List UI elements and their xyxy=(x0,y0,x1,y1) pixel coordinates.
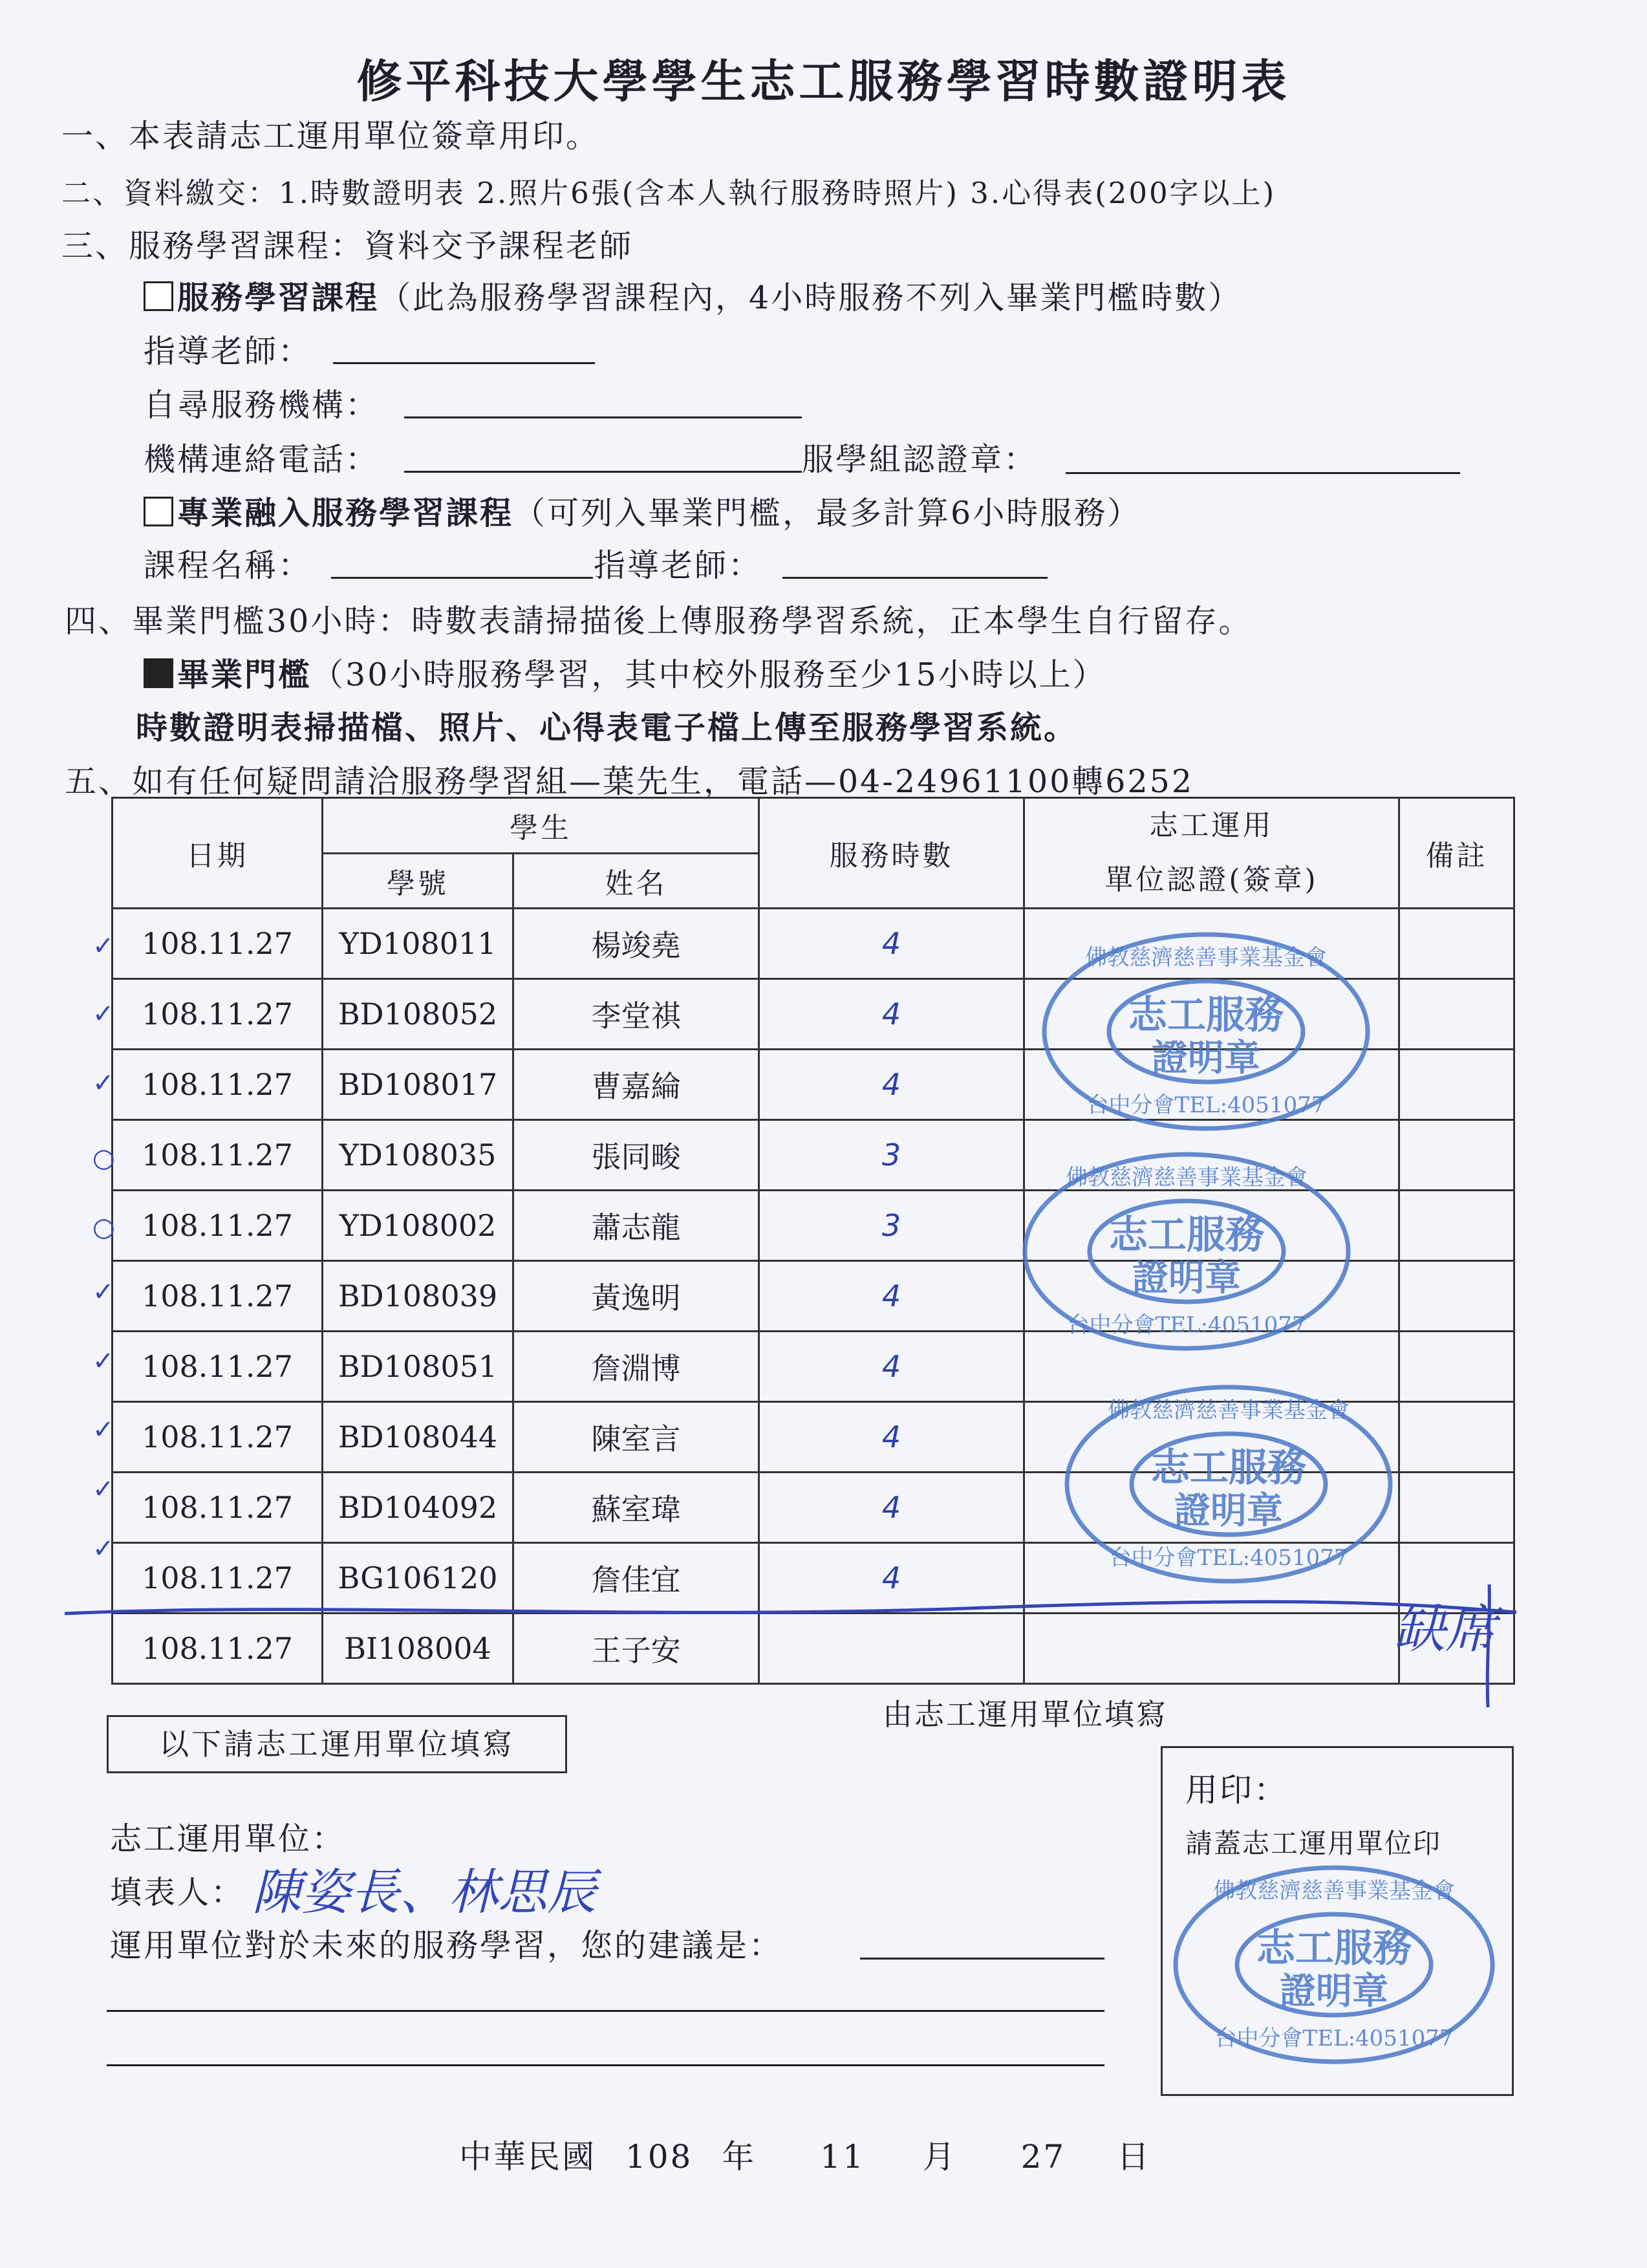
seal-label: 用印： xyxy=(1185,1771,1288,1809)
stamp-bottom-text: 台中分會TEL:4051077 xyxy=(1086,1092,1326,1118)
row-mark: ✓ xyxy=(92,931,114,961)
self-org-field[interactable] xyxy=(404,416,802,418)
row-mark: ✓ xyxy=(92,1346,114,1376)
row-mark: ✓ xyxy=(92,1474,114,1504)
row-student-id: BG106120 xyxy=(323,1543,513,1614)
row-hours: 4 xyxy=(759,1402,1024,1473)
row-name: 李堂祺 xyxy=(513,979,759,1050)
row-date: 108.11.27 xyxy=(113,1543,323,1614)
course-integrated-label: 專業融入服務學習課程 xyxy=(177,494,514,532)
suggestion-line-2[interactable] xyxy=(107,2010,1104,2012)
stamp-center-line2: 證明章 xyxy=(1174,1489,1283,1532)
fill-by-unit-note: 由志工運用單位填寫 xyxy=(883,1697,1168,1732)
row-mark: ✓ xyxy=(92,1277,114,1307)
row-student-id: BD108052 xyxy=(323,979,513,1050)
day-label: 日 xyxy=(1117,2138,1152,2176)
row-name: 曹嘉綸 xyxy=(513,1050,759,1120)
certify-stamp-field[interactable] xyxy=(1066,472,1460,474)
month-label: 月 xyxy=(922,2138,957,2176)
row-remarks xyxy=(1399,1332,1514,1402)
instruction-2: 二、資料繳交：1.時數證明表 2.照片6張(含本人執行服務時照片) 3.心得表(200字以上) xyxy=(61,176,1276,210)
filler-label: 填表人： xyxy=(110,1874,245,1911)
row-name: 蘇室瑋 xyxy=(513,1473,759,1543)
stamp-top-text: 佛教慈濟慈善事業基金會 xyxy=(1085,945,1327,971)
suggestion-field[interactable] xyxy=(860,1958,1104,1960)
row-hours: 4 xyxy=(759,1473,1024,1543)
advisor2-label: 指導老師： xyxy=(594,547,762,584)
filler-signature: 陳姿長、林思辰 xyxy=(252,1863,596,1921)
fill-by-unit-box: 以下請志工運用單位填寫 xyxy=(107,1715,567,1773)
stamp-top-text: 佛教慈濟慈善事業基金會 xyxy=(1108,1398,1350,1423)
row-mark: ○ xyxy=(92,1213,115,1242)
stamp-center-line1: 志工服務 xyxy=(1128,993,1284,1038)
graduation-option[interactable] xyxy=(144,650,1106,695)
stamp-bottom-text: 台中分會TEL:4051077 xyxy=(1067,1312,1306,1338)
course-service-option[interactable] xyxy=(144,273,1242,318)
row-date: 108.11.27 xyxy=(113,1191,323,1261)
course-integrated-checkbox[interactable] xyxy=(144,497,173,526)
row-name: 張同畯 xyxy=(513,1120,759,1191)
row-student-id: YD108035 xyxy=(323,1120,513,1191)
seal-instruction: 請蓋志工運用單位印 xyxy=(1185,1828,1442,1859)
row-date: 108.11.27 xyxy=(113,1332,323,1402)
header-hours: 服務時數 xyxy=(759,798,1024,909)
row-hours: 4 xyxy=(759,909,1024,979)
self-org-label: 自尋服務機構： xyxy=(144,387,380,424)
header-student-id: 學號 xyxy=(323,853,513,909)
row-date: 108.11.27 xyxy=(113,909,323,979)
row-hours: 3 xyxy=(759,1120,1024,1191)
row-hours: 4 xyxy=(759,1332,1024,1402)
row-date: 108.11.27 xyxy=(113,979,323,1050)
graduation-checkbox[interactable] xyxy=(144,658,173,688)
row-name: 詹佳宜 xyxy=(513,1543,759,1614)
row-mark: ✓ xyxy=(92,1415,114,1445)
course-integrated-option[interactable] xyxy=(144,488,1141,534)
course-integrated-note: （可列入畢業門檻，最多計算6小時服務） xyxy=(513,495,1141,532)
row-student-id: BD108044 xyxy=(323,1402,513,1473)
volunteer-stamp xyxy=(1166,1858,1502,2071)
row-mark: ✓ xyxy=(92,1068,114,1098)
row-student-id: YD108011 xyxy=(323,909,513,979)
row-date: 108.11.27 xyxy=(113,1402,323,1473)
volunteer-stamp xyxy=(1018,1145,1355,1358)
date-era: 中華民國 xyxy=(459,2138,596,2176)
row-mark: ○ xyxy=(92,1143,115,1173)
org-phone-field[interactable] xyxy=(404,471,802,473)
row-mark: ✓ xyxy=(92,999,114,1029)
suggestion-line-3[interactable] xyxy=(107,2064,1104,2066)
row-date: 108.11.27 xyxy=(113,1261,323,1332)
instruction-1: 一、本表請志工運用單位簽章用印。 xyxy=(61,118,600,155)
advisor2-field[interactable] xyxy=(782,577,1048,579)
stamp-center-line1: 志工服務 xyxy=(1109,1213,1264,1258)
row-hours: 4 xyxy=(759,979,1024,1050)
row-student-id: BD108039 xyxy=(323,1261,513,1332)
row-remarks xyxy=(1399,1261,1514,1332)
date-line xyxy=(459,2131,1151,2177)
instruction-3: 三、服務學習課程：資料交予課程老師 xyxy=(61,228,634,265)
advisor-field[interactable] xyxy=(333,362,595,364)
row-date: 108.11.27 xyxy=(113,1473,323,1543)
header-unit-cert xyxy=(1024,798,1399,909)
header-name: 姓名 xyxy=(513,853,759,909)
row-student-id: BD108051 xyxy=(323,1332,513,1402)
course-name-label: 課程名稱： xyxy=(144,547,312,584)
row-student-id: BD104092 xyxy=(323,1473,513,1543)
stamp-top-text: 佛教慈濟慈善事業基金會 xyxy=(1213,1878,1455,1904)
seal-box xyxy=(1161,1746,1514,2096)
strike-through-line xyxy=(61,1594,1523,1633)
graduation-label: 畢業門檻 xyxy=(177,656,312,693)
row-remarks xyxy=(1399,1402,1514,1473)
stamp-center-line1: 志工服務 xyxy=(1256,1926,1412,1971)
row-remarks xyxy=(1399,1473,1514,1543)
date-month: 11 xyxy=(820,2138,865,2176)
instruction-4: 四、畢業門檻30小時：時數表請掃描後上傳服務學習系統，正本學生自行留存。 xyxy=(65,603,1253,640)
row-name: 黃逸明 xyxy=(513,1261,759,1332)
row-remarks xyxy=(1399,1191,1514,1261)
upload-note: 時數證明表掃描檔、照片、心得表電子檔上傳至服務學習系統。 xyxy=(136,709,1078,746)
page-title: 修平科技大學學生志工服務學習時數證明表 xyxy=(356,54,1291,108)
instruction-5: 五、如有任何疑問請洽服務學習組—葉先生，電話—04-24961100轉6252 xyxy=(65,763,1194,800)
stamp-top-text: 佛教慈濟慈善事業基金會 xyxy=(1066,1165,1308,1191)
course-service-checkbox[interactable] xyxy=(144,281,173,311)
org-phone-label: 機構連絡電話： xyxy=(144,441,380,478)
certify-stamp-label: 服學組認證章： xyxy=(802,441,1038,478)
absent-note: 缺席 xyxy=(1394,1599,1497,1659)
header-unit-cert-line2: 單位認證(簽章) xyxy=(1104,863,1319,896)
row-name: 楊竣堯 xyxy=(513,909,759,979)
stamp-center-line2: 證明章 xyxy=(1280,1970,1388,2013)
header-date: 日期 xyxy=(113,798,323,909)
stamp-center-line1: 志工服務 xyxy=(1151,1445,1306,1491)
row-remarks xyxy=(1399,1050,1514,1120)
row-date: 108.11.27 xyxy=(113,1050,323,1120)
graduation-note: （30小時服務學習，其中校外服務至少15小時以上） xyxy=(312,656,1106,693)
suggestion-label: 運用單位對於未來的服務學習，您的建議是： xyxy=(110,1927,783,1964)
header-remarks: 備註 xyxy=(1399,798,1514,909)
row-remarks xyxy=(1399,1120,1514,1191)
stamp-center-line2: 證明章 xyxy=(1132,1257,1241,1299)
advisor-label: 指導老師： xyxy=(144,333,312,370)
row-student-id: BI108004 xyxy=(323,1614,513,1684)
header-student: 學生 xyxy=(323,798,759,854)
row-student-id: BD108017 xyxy=(323,1050,513,1120)
row-name: 王子安 xyxy=(513,1614,759,1684)
unit-label: 志工運用單位： xyxy=(110,1820,346,1857)
header-unit-cert-line1: 志工運用 xyxy=(1149,809,1274,842)
row-mark: ✓ xyxy=(92,1534,114,1564)
row-date: 108.11.27 xyxy=(113,1120,323,1191)
course-service-label: 服務學習課程 xyxy=(177,279,380,316)
row-hours: 3 xyxy=(759,1191,1024,1261)
course-service-note: （此為服務學習課程內，4小時服務不列入畢業門檻時數） xyxy=(379,279,1242,316)
course-name-field[interactable] xyxy=(331,577,593,579)
row-hours: 4 xyxy=(759,1261,1024,1332)
row-student-id: YD108002 xyxy=(323,1191,513,1261)
stamp-center-line2: 證明章 xyxy=(1152,1037,1260,1079)
volunteer-stamp xyxy=(1060,1377,1397,1591)
volunteer-stamp xyxy=(1038,925,1374,1138)
row-hours: 4 xyxy=(759,1543,1024,1614)
row-remarks xyxy=(1399,909,1514,979)
row-hours: 4 xyxy=(759,1050,1024,1120)
row-name: 詹淵博 xyxy=(513,1332,759,1402)
stamp-bottom-text: 台中分會TEL:4051077 xyxy=(1214,2025,1454,2051)
year-label: 年 xyxy=(722,2138,757,2176)
stamp-bottom-text: 台中分會TEL:4051077 xyxy=(1109,1545,1348,1571)
row-remarks xyxy=(1399,979,1514,1050)
date-day: 27 xyxy=(1020,2138,1066,2176)
row-name: 陳室言 xyxy=(513,1402,759,1473)
row-date: 108.11.27 xyxy=(113,1614,323,1684)
date-year: 108 xyxy=(625,2138,693,2176)
row-name: 蕭志龍 xyxy=(513,1191,759,1261)
